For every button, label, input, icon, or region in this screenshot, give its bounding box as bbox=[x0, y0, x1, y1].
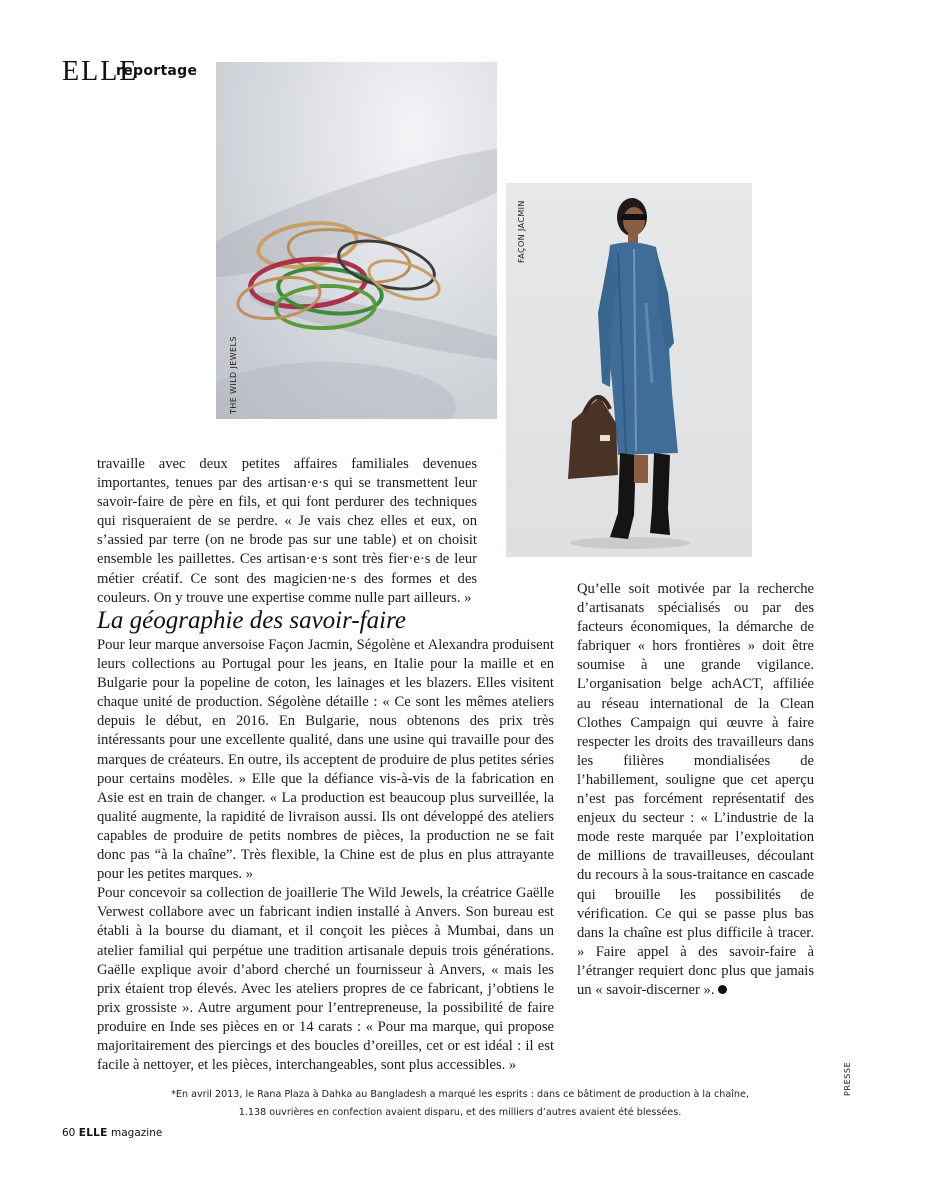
model-photo bbox=[506, 183, 752, 557]
model-figure bbox=[506, 183, 752, 557]
page-number: 60 bbox=[62, 1127, 76, 1139]
end-of-article-icon bbox=[718, 985, 727, 994]
right-column bbox=[577, 580, 814, 1000]
model-photo-credit: FAÇON JACMIN bbox=[517, 200, 526, 263]
footnote bbox=[170, 1086, 750, 1122]
folio-word: magazine bbox=[111, 1127, 163, 1139]
body-paragraph-facon-jacmin: Pour leur marque anversoise Façon Jacmin, Ségolène et Alexandra produisent leurs collections au Portugal pour les jeans, en Italie pour la maille et en Bulgarie pour la popeline de coton, les lainages et les blazers. Elles visitent chaque unité de production. Ségolène détaille : « Ce sont les mêmes ateliers depuis le début, en 2016. En Bulgarie, nous obtenons des prix très intéressants pour une excellente qualité, dans une usine qui travaille pour des marques de créateurs. En outre, ils acceptent de produire de plus petites séries pour certains modèles. » Elle que la défiance vis-à-vis de la fabrication en Asie est en train de changer. « La production est beaucoup plus surveillée, la qualité augmente, la rapidité de livraison aussi. Ils ont développé des ateliers capables de produire de petits nombres de pièces, la production ne se fait donc pas “à la chaîne”. Très flexible, la Chine est de plus en plus attrayante pour les petites marques. » bbox=[97, 637, 554, 883]
main-body bbox=[97, 636, 554, 1075]
page-folio bbox=[62, 1127, 162, 1139]
side-credit: PRESSE bbox=[843, 1061, 852, 1096]
intro-paragraph bbox=[97, 455, 477, 608]
footnote-line-2: 1.138 ouvrières en confection avaient disparu, et des milliers d’autres avaient été blessées. bbox=[238, 1107, 682, 1118]
section-label: reportage bbox=[116, 63, 198, 79]
folio-brand: ELLE bbox=[78, 1127, 108, 1139]
rings-photo-credit: THE WILD JEWELS bbox=[229, 336, 238, 414]
section-heading: La géographie des savoir-faire bbox=[97, 607, 406, 634]
rings-photo bbox=[216, 62, 497, 419]
intro-text: travaille avec deux petites affaires familiales devenues importantes, tenues par des artisan·e·s qui se transmettent leur savoir-faire de père en fils, et qui font perdurer des techniques qui risqueraient de se perdre. « Je vais chez elles et eux, on s’assied par terre (on ne brode pas sur une table) et on choisit ensemble les paillettes. Ces artisan·e·s sont très fier·e·s de leur métier créatif. Ce sont des magicien·ne·s des formes et des couleurs. On y trouve une expertise comme nulle part ailleurs. » bbox=[97, 456, 477, 606]
elle-logo: ELLE bbox=[62, 56, 139, 87]
footnote-line-1: *En avril 2013, le Rana Plaza à Dahka au Bangladesh a marqué les esprits : dans ce bâtiment de production à la chaîne, bbox=[171, 1089, 749, 1100]
right-column-text: Qu’elle soit motivée par la recherche d’artisanats spécialisés ou par des facteurs économiques, la démarche de fabriquer « hors frontières » doit être soumise à une grande vigilance. L’organisation belge achACT, affiliée au réseau international de la Clean Clothes Campaign qui œuvre à faire respecter les droits des travailleurs dans les filières mondialisées de l’habillement, souligne que cet aperçu n’est pas forcément représentatif des enjeux du secteur : « L’industrie de la mode reste marquée par l’exploitation de millions de travailleuses, découlant du recours à la sous-traitance en cascade qui brouille les possibilités de vérification. Ce qui se passe plus bas dans la chaîne est plus difficile à tracer. » Faire appel à des savoir-faire à l’étranger requiert donc plus que jamais un « savoir-discerner ». bbox=[577, 581, 814, 998]
body-paragraph-wild-jewels: Pour concevoir sa collection de joaillerie The Wild Jewels, la créatrice Gaëlle Verwest collabore avec un fabricant indien installé à Anvers. Son bureau est établi à la bourse du diamant, et il conçoit les pièces à Mumbai, dans un atelier familial qui perpétue une tradition artisanale depuis trois générations. Gaëlle explique avoir d’abord cherché un fournisseur à Anvers, « mais les prix étaient trop élevés. Avec les ateliers propres de ce fabricant, j’obtiens le prix grossiste ». Autre argument pour l’entrepreneuse, la possibilité de faire produire en Inde ses pièces en or 14 carats : « Pour ma marque, qui propose majoritairement des piercings et des boucles d’oreilles, cet or est idéal : il est facile à nettoyer, et les pièces, interchangeables, sont plus accessibles. » bbox=[97, 885, 554, 1074]
